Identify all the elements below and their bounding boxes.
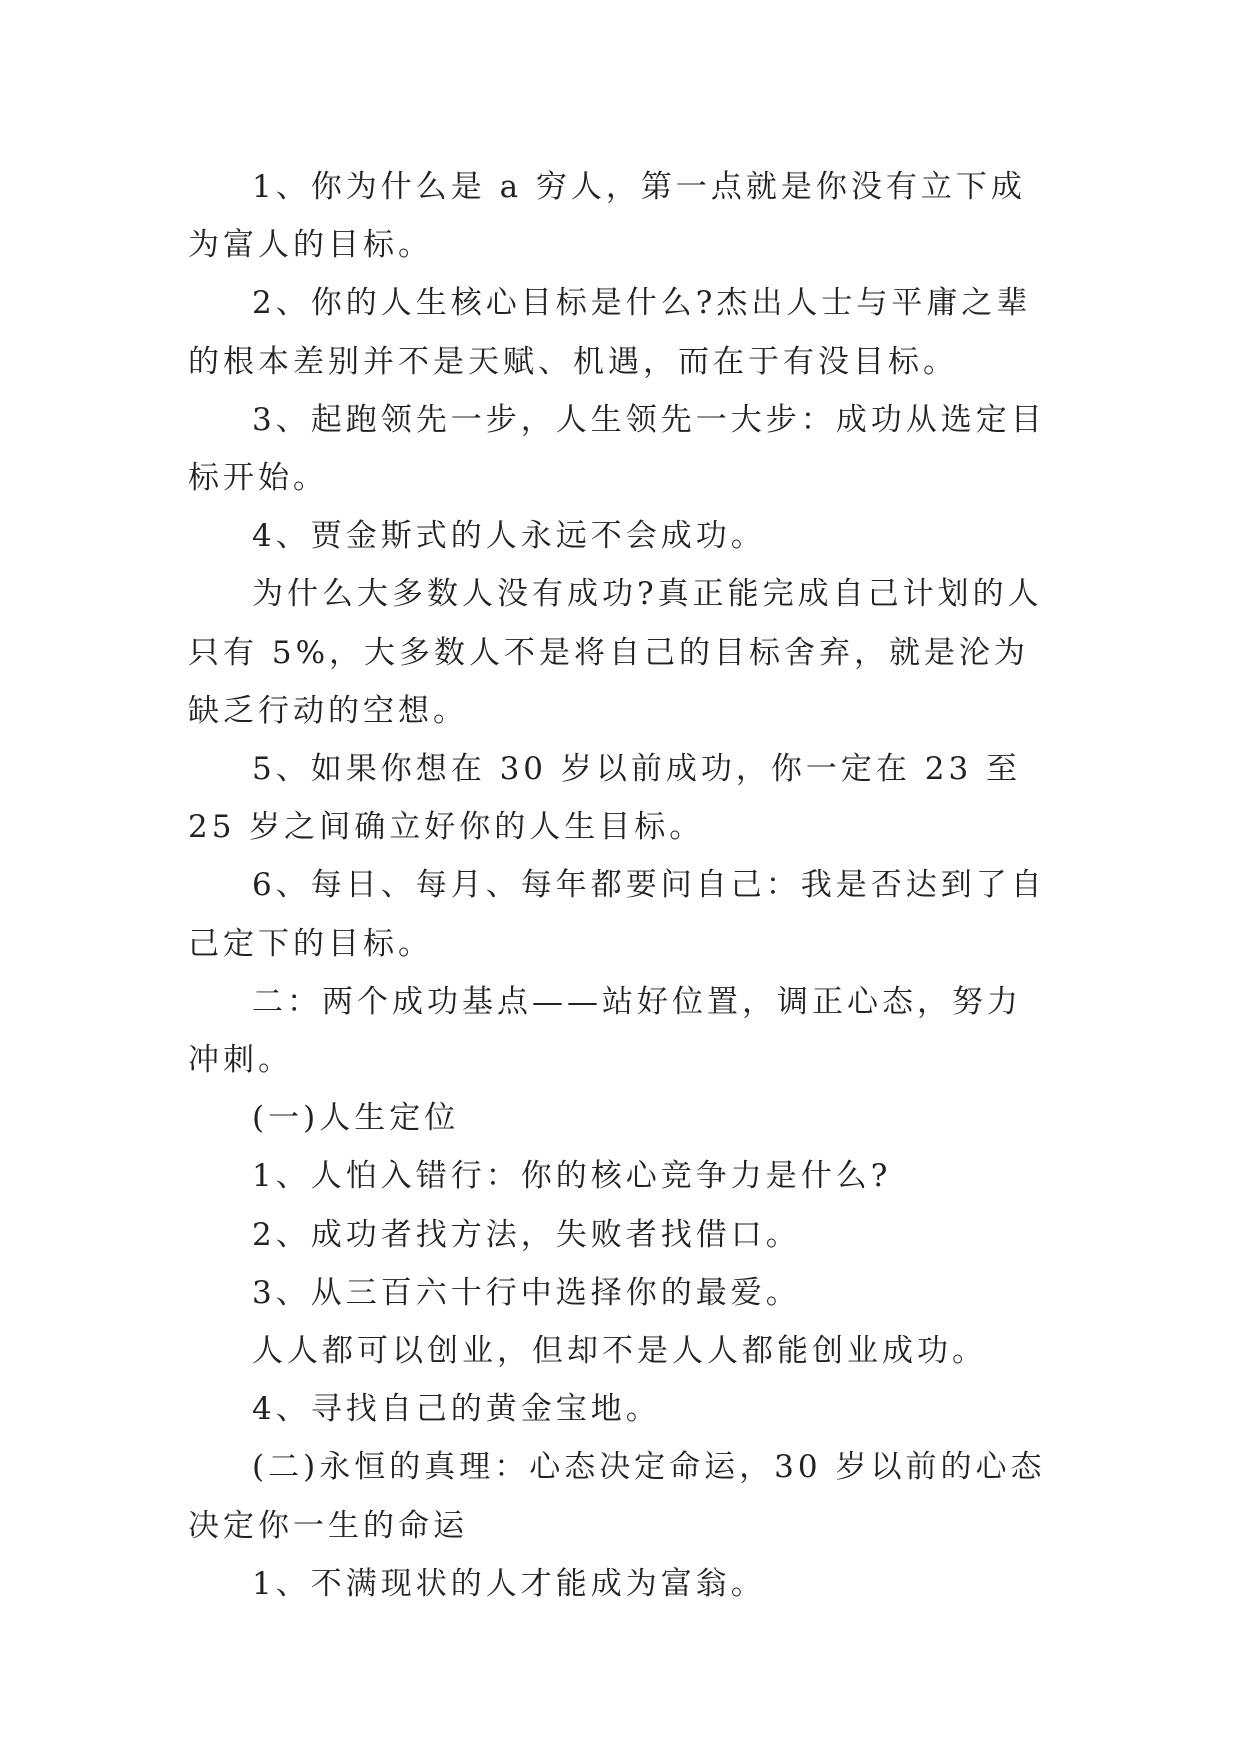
paragraph: 3、从三百六十行中选择你的最爱。 (252, 1274, 801, 1311)
subsection-heading: (一)人生定位 (252, 1100, 460, 1137)
paragraph: 5、如果你想在 30 岁以前成功，你一定在 23 至 25 岁之间确立好你的人生目标。 (188, 751, 1022, 846)
paragraph: 1、人怕入错行：你的核心竞争力是什么? (252, 1158, 892, 1195)
paragraph: 4、寻找自己的黄金宝地。 (252, 1391, 661, 1428)
section-heading: 二：两个成功基点——站好位置，调正心态，努力冲刺。 (188, 983, 1022, 1079)
paragraph: 人人都可以创业，但却不是人人都能创业成功。 (252, 1333, 987, 1370)
document-body (188, 158, 1054, 1613)
paragraph: 1、你为什么是 a 穷人，第一点就是你没有立下成为富人的目标。 (188, 169, 1026, 264)
paragraph: 3、起跑领先一步，人生领先一大步：成功从选定目标开始。 (188, 401, 1046, 497)
paragraph: 为什么大多数人没有成功?真正能完成自己计划的人只有 5%，大多数人不是将自己的目标舍弃，就是沦为缺乏行动的空想。 (188, 576, 1043, 729)
paragraph: 6、每日、每月、每年都要问自己：我是否达到了自己定下的目标。 (188, 867, 1046, 962)
paragraph: 2、你的人生核心目标是什么?杰出人士与平庸之辈的根本差别并不是天赋、机遇，而在于有没目标。 (188, 285, 1032, 380)
paragraph: 2、成功者找方法，失败者找借口。 (252, 1216, 801, 1253)
subsection-heading: (二)永恒的真理：心态决定命运，30 岁以前的心态决定你一生的命运 (188, 1449, 1046, 1544)
paragraph: 1、不满现状的人才能成为富翁。 (252, 1565, 766, 1602)
paragraph: 4、贾金斯式的人永远不会成功。 (252, 518, 766, 555)
